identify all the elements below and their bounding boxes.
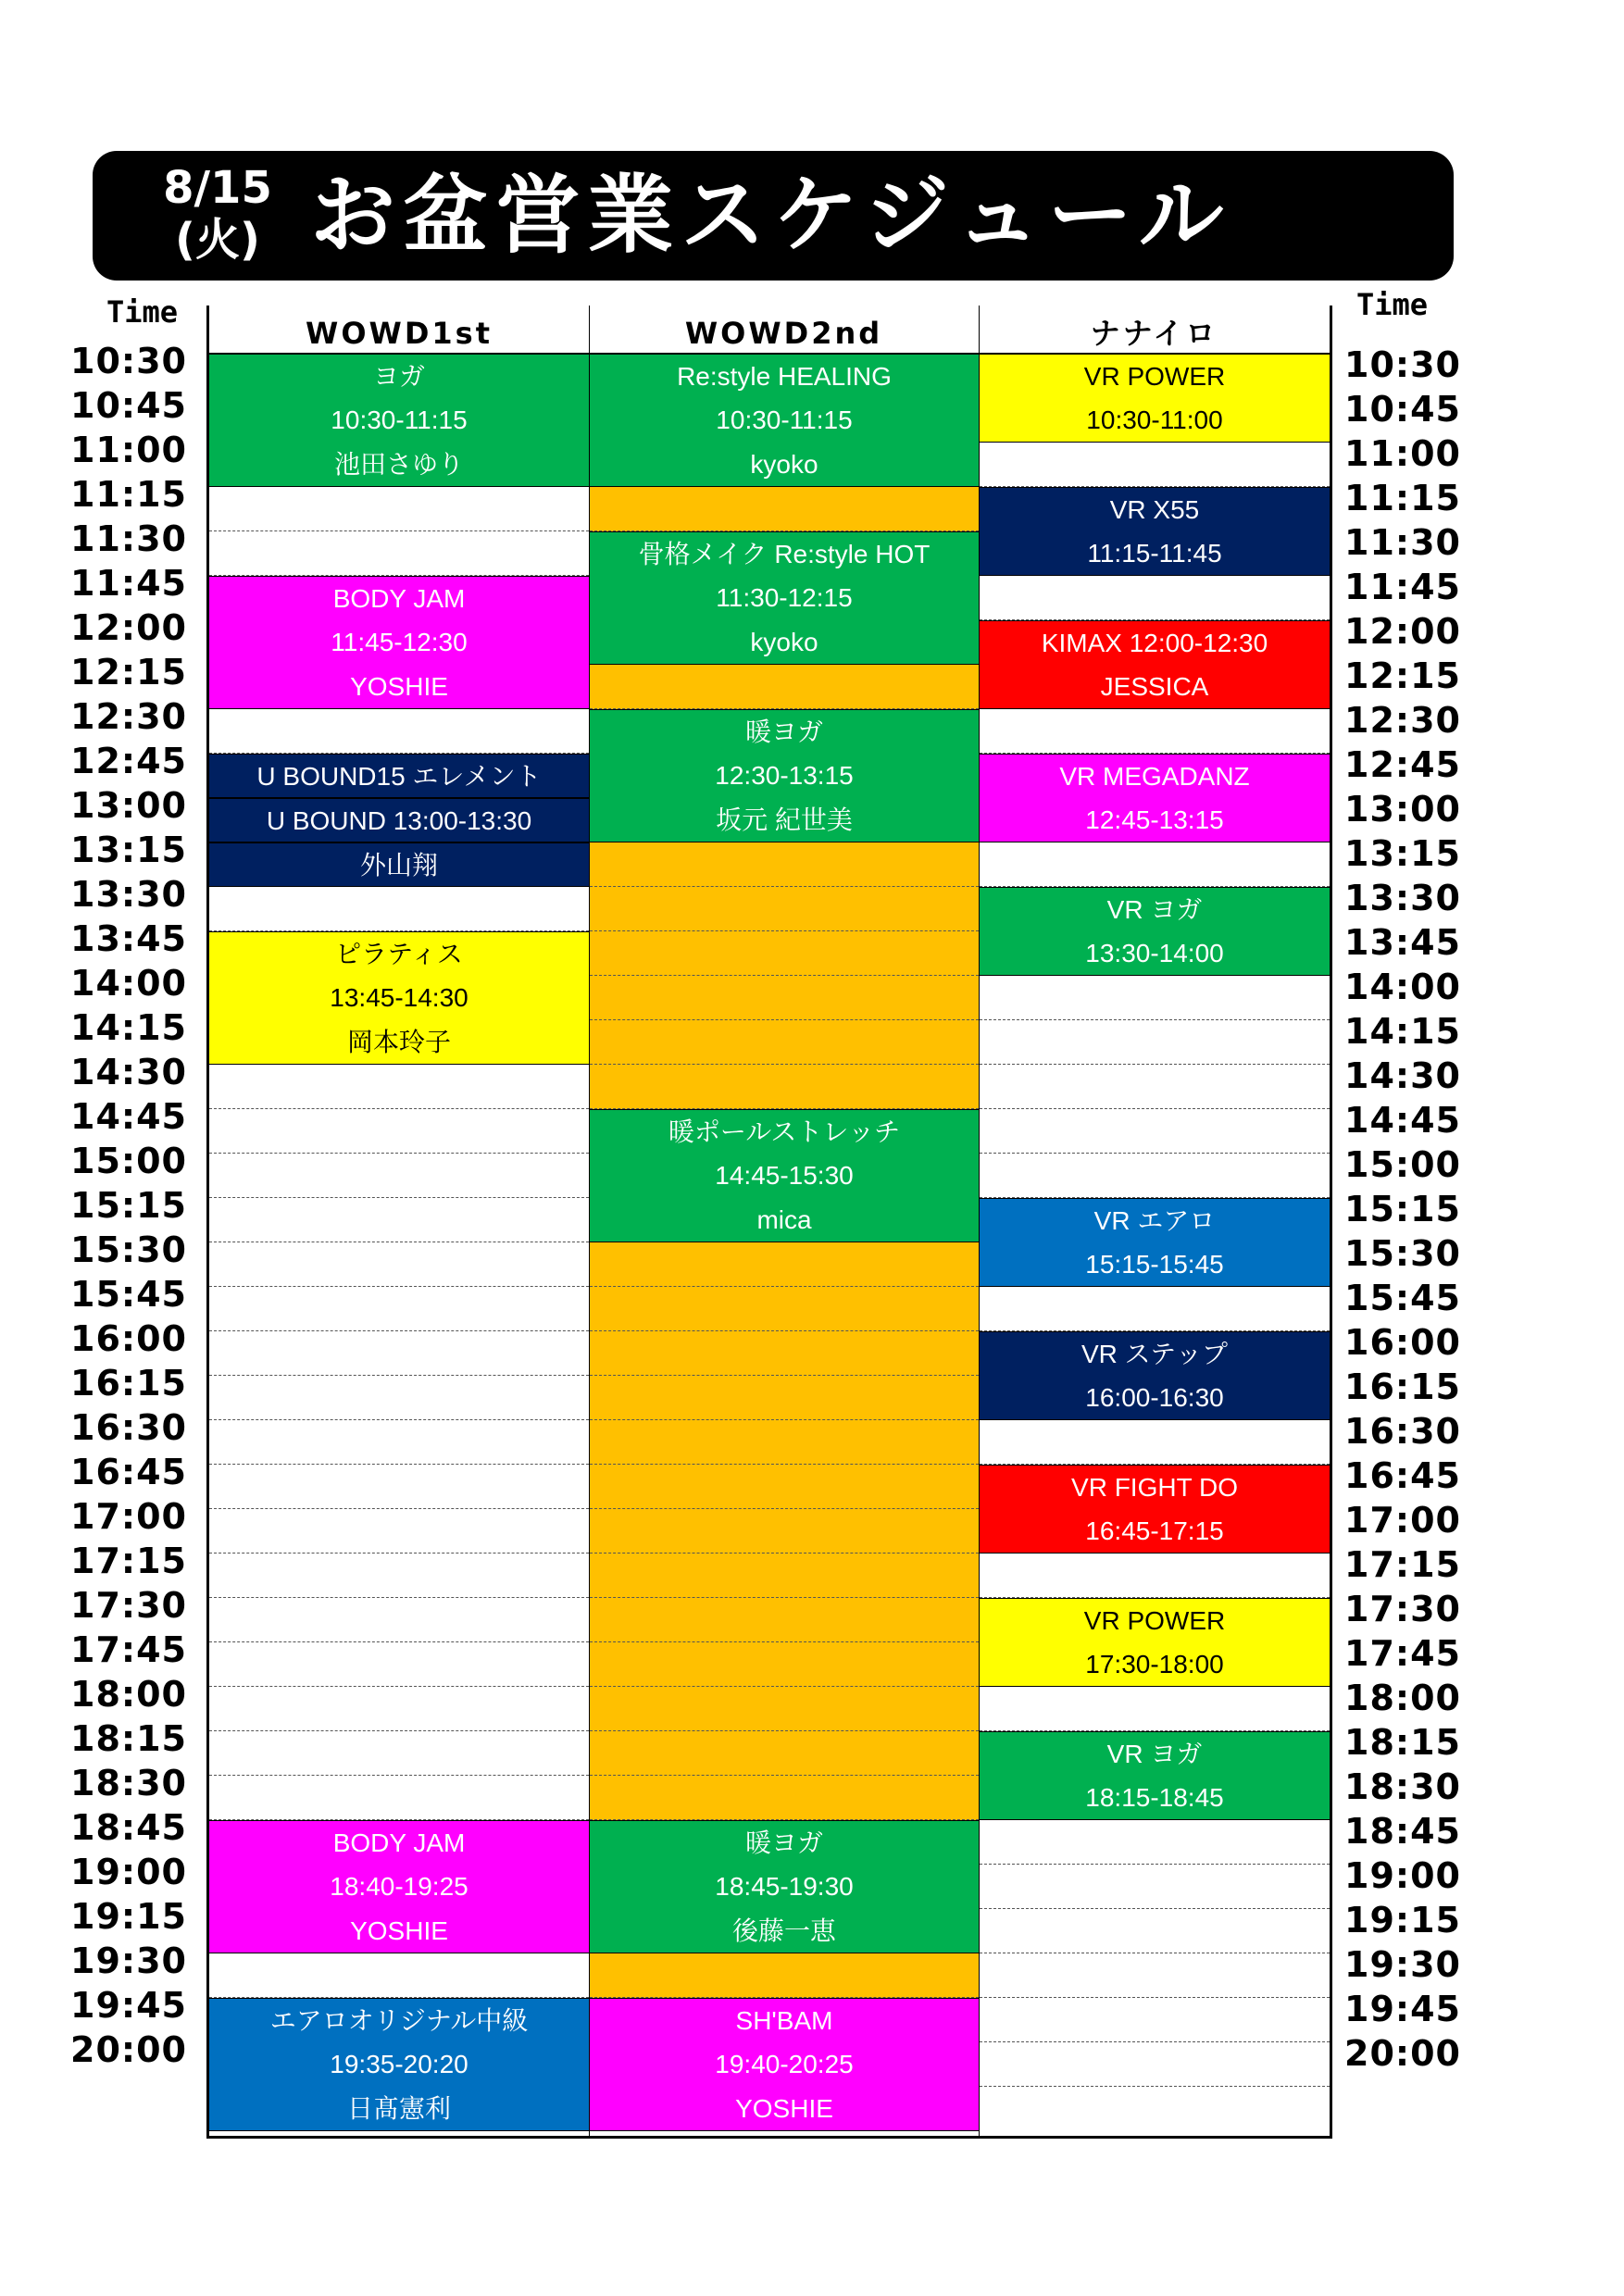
class-block-line: 暖ヨガ [744,1828,823,1857]
class-block[interactable] [209,842,589,887]
time-label-right: 19:00 [1344,1855,1461,1896]
time-label-right: 17:30 [1344,1589,1461,1629]
time-label-left: 16:45 [70,1452,187,1492]
class-block-line: kyoko [750,627,818,656]
time-slot [980,1109,1330,1154]
open-slot-fill [590,931,979,976]
time-label-right: 10:45 [1344,389,1461,430]
time-slot [209,1598,589,1642]
class-block-line: 13:30-14:00 [1085,939,1224,967]
class-block-line: VR ステップ [1081,1340,1229,1368]
schedule-grid [206,306,1332,2139]
time-slot [209,1154,589,1198]
time-label-right: 11:00 [1344,433,1461,474]
class-block-line: 16:00-16:30 [1085,1383,1224,1412]
time-label-left: 14:30 [70,1052,187,1092]
class-block-line: 18:15-18:45 [1085,1783,1224,1812]
time-header-right: Time [1356,287,1429,322]
time-label-left: 11:00 [70,430,187,470]
class-block-line: 後藤一恵 [731,1915,836,1945]
class-block-line: 19:35-20:20 [330,2050,468,2079]
time-label-right: 14:15 [1344,1011,1461,1052]
time-label-right: 17:15 [1344,1544,1461,1585]
column-header-wowd1st: WOWD1st [209,306,589,354]
time-slot [980,1687,1330,1731]
class-block-line: VR MEGADANZ [1059,762,1250,791]
time-label-left: 12:45 [70,741,187,781]
class-block[interactable] [980,620,1330,709]
open-slot-fill [590,1509,979,1554]
time-label-right: 12:30 [1344,700,1461,741]
class-block-line: Re:style HEALING [677,362,892,391]
time-label-left: 15:30 [70,1229,187,1270]
weekday-text: (火) [175,214,260,266]
time-label-left: 19:45 [70,1985,187,2026]
time-label-right: 12:00 [1344,611,1461,652]
column-header-wowd2nd: WOWD2nd [589,306,979,354]
time-slot [209,1065,589,1109]
class-block-line: エアロオリジナル中級 [269,2006,529,2035]
time-label-right: 15:00 [1344,1144,1461,1185]
page-title: お盆営業スケジュール [310,166,1231,265]
class-block-line: 18:40-19:25 [330,1872,468,1902]
time-label-right: 19:15 [1344,1900,1461,1940]
time-label-left: 14:45 [70,1096,187,1137]
time-label-left: 16:30 [70,1407,187,1448]
time-label-left: 17:30 [70,1585,187,1626]
class-block-line: mica [756,1204,812,1234]
class-block-line: VR POWER [1083,1606,1226,1635]
time-label-left: 18:30 [70,1763,187,1803]
time-label-right: 13:45 [1344,922,1461,963]
time-label-left: 16:00 [70,1318,187,1359]
time-slot [209,1420,589,1465]
time-label-right: 18:15 [1344,1722,1461,1763]
class-block[interactable] [980,354,1330,443]
class-block-line: 15:15-15:45 [1085,1250,1224,1279]
time-label-left: 13:45 [70,918,187,959]
class-block-line: BODY JAM [332,1828,466,1857]
class-block-line: VR ヨガ [1106,1740,1203,1768]
time-label-right: 11:30 [1344,522,1461,563]
open-slot-fill [590,1687,979,1731]
class-block[interactable] [980,487,1330,576]
time-label-left: 12:15 [70,652,187,693]
class-block-line: U BOUND 13:00-13:30 [266,806,532,835]
time-label-left: 13:00 [70,785,187,826]
time-label-right: 16:15 [1344,1366,1461,1407]
open-slot-fill [590,842,979,887]
time-label-left: 15:45 [70,1274,187,1315]
open-slot-fill [590,1598,979,1642]
time-label-right: 17:45 [1344,1633,1461,1674]
time-slot [209,1465,589,1509]
time-slot [209,1687,589,1731]
time-label-right: 19:30 [1344,1944,1461,1985]
class-block[interactable] [590,1109,979,1242]
open-slot-fill [590,1953,979,1998]
time-label-right: 12:45 [1344,744,1461,785]
open-slot-fill [590,1065,979,1109]
banner-date [125,162,310,266]
class-block-line: kyoko [750,449,818,479]
class-block-line: JESSICA [1100,672,1209,701]
column-header-nanairo: ナナイロ [979,306,1330,354]
time-label-left: 11:30 [70,518,187,559]
time-slot [980,842,1330,887]
time-label-left: 10:45 [70,385,187,426]
time-label-right: 19:45 [1344,1989,1461,2029]
class-block-line: 10:30-11:15 [331,406,468,435]
time-label-right: 18:45 [1344,1811,1461,1852]
class-block-line: 骨格メイク Re:style HOT [638,540,931,568]
class-block-line: 池田さゆり [333,449,464,479]
class-block-line: 12:30-13:15 [715,761,854,791]
time-label-left: 17:00 [70,1496,187,1537]
open-slot-fill [590,1554,979,1598]
class-block-line: 暖ポールストレッチ [668,1117,901,1146]
class-block[interactable] [980,754,1330,842]
class-block-line: 12:45-13:15 [1085,805,1224,834]
class-block-line: YOSHIE [735,2093,833,2123]
class-block[interactable] [980,887,1330,976]
time-label-left: 19:00 [70,1852,187,1892]
time-slot [209,1242,589,1287]
time-label-right: 14:30 [1344,1055,1461,1096]
time-slot [980,1820,1330,1865]
time-label-left: 14:15 [70,1007,187,1048]
class-block[interactable] [590,531,979,665]
time-label-right: 16:45 [1344,1455,1461,1496]
time-slot [980,1953,1330,1998]
time-header-left: Time [106,294,179,330]
class-block-line: 坂元 紀世美 [716,805,853,834]
time-slot [980,1998,1330,2042]
class-block[interactable] [209,754,589,798]
class-block[interactable] [590,354,979,487]
open-slot-fill [590,487,979,531]
class-block-line: 18:45-19:30 [715,1872,854,1902]
time-label-right: 14:45 [1344,1100,1461,1141]
time-slot [209,1554,589,1598]
time-label-left: 20:00 [70,2029,187,2070]
time-slot [209,1287,589,1331]
time-label-left: 14:00 [70,963,187,1004]
class-block[interactable] [980,1331,1330,1420]
time-label-left: 15:15 [70,1185,187,1226]
class-block-line: VR エアロ [1093,1206,1216,1235]
class-block-line: 13:45-14:30 [330,983,468,1013]
time-slot [209,1731,589,1776]
time-label-right: 13:15 [1344,833,1461,874]
time-slot [209,709,589,754]
time-slot [980,709,1330,754]
class-block-line: ピラティス [335,940,463,968]
time-label-right: 16:00 [1344,1322,1461,1363]
open-slot-fill [590,1287,979,1331]
class-block-line: VR POWER [1083,362,1226,391]
class-block-line: VR X55 [1109,495,1200,524]
time-label-right: 11:45 [1344,567,1461,607]
open-slot-fill [590,976,979,1020]
open-slot-fill [590,1420,979,1465]
class-block-line: YOSHIE [350,671,448,701]
time-label-right: 15:45 [1344,1278,1461,1318]
class-block[interactable] [980,1731,1330,1820]
class-block[interactable] [590,1820,979,1953]
time-label-right: 12:15 [1344,655,1461,696]
time-slot [980,2042,1330,2087]
class-block-line: 16:45-17:15 [1085,1516,1224,1545]
time-label-left: 12:30 [70,696,187,737]
class-block-line: VR FIGHT DO [1071,1473,1238,1502]
class-block[interactable] [980,1465,1330,1554]
class-block[interactable] [209,576,589,709]
time-slot [980,1287,1330,1331]
class-block-line: ヨガ [372,362,425,391]
time-label-left: 16:15 [70,1363,187,1404]
time-slot [980,1865,1330,1909]
title-banner [93,151,1454,281]
time-label-right: 15:15 [1344,1189,1461,1229]
time-slot [209,1109,589,1154]
class-block-line: 14:45-15:30 [715,1161,854,1191]
class-block-line: 10:30-11:15 [716,406,853,435]
class-block[interactable] [209,1820,589,1953]
time-label-left: 11:15 [70,474,187,515]
open-slot-fill [590,1020,979,1065]
time-label-left: 19:15 [70,1896,187,1937]
class-block[interactable] [980,1198,1330,1287]
time-slot [209,1331,589,1376]
time-label-left: 17:15 [70,1541,187,1581]
class-block-line: U BOUND15 エレメント [256,762,542,791]
time-label-right: 13:00 [1344,789,1461,830]
class-block[interactable] [209,931,589,1065]
open-slot-fill [590,665,979,709]
time-slot [209,1642,589,1687]
time-slot [209,487,589,531]
time-label-left: 18:00 [70,1674,187,1715]
class-block-line: 暖ヨガ [744,718,823,746]
time-label-right: 18:30 [1344,1766,1461,1807]
class-block-line: 11:45-12:30 [331,628,468,657]
open-slot-fill [590,1642,979,1687]
time-label-right: 15:30 [1344,1233,1461,1274]
time-label-left: 18:45 [70,1807,187,1848]
time-label-right: 17:00 [1344,1500,1461,1541]
time-slot [209,1776,589,1820]
class-block-line: 岡本玲子 [346,1027,451,1056]
class-block-line: 19:40-20:25 [715,2050,854,2079]
time-label-left: 13:30 [70,874,187,915]
time-slot [980,1554,1330,1598]
class-block-line: 17:30-18:00 [1085,1650,1224,1678]
time-label-left: 18:15 [70,1718,187,1759]
time-label-left: 10:30 [70,341,187,381]
time-label-left: 11:45 [70,563,187,604]
time-label-right: 14:00 [1344,967,1461,1007]
class-block-line: SH'BAM [735,2006,833,2035]
class-block-line: VR ヨガ [1106,895,1203,924]
time-slot [209,887,589,931]
open-slot-fill [590,1731,979,1776]
time-slot [209,1376,589,1420]
time-slot [209,1509,589,1554]
class-block-line: 外山翔 [359,851,438,880]
time-label-left: 12:00 [70,607,187,648]
open-slot-fill [590,1331,979,1376]
time-slot [209,531,589,576]
open-slot-fill [590,887,979,931]
time-label-right: 20:00 [1344,2033,1461,2074]
time-slot [980,1020,1330,1065]
class-block-line: 11:30-12:15 [716,583,853,613]
class-block-line: YOSHIE [350,1915,448,1945]
time-label-left: 13:15 [70,830,187,870]
open-slot-fill [590,1242,979,1287]
class-block[interactable] [590,709,979,842]
time-slot [980,1154,1330,1198]
time-slot [980,1420,1330,1465]
class-block-line: 10:30-11:00 [1086,406,1223,434]
time-label-right: 10:30 [1344,344,1461,385]
date-text: 8/15 [163,162,272,214]
class-block-line: 日髙憲利 [346,2093,451,2123]
class-block-line: BODY JAM [332,584,466,613]
open-slot-fill [590,1376,979,1420]
time-label-left: 17:45 [70,1629,187,1670]
time-slot [980,576,1330,620]
time-slot [980,976,1330,1020]
time-label-right: 18:00 [1344,1678,1461,1718]
time-label-left: 15:00 [70,1141,187,1181]
class-block[interactable] [209,354,589,487]
class-block[interactable] [209,798,589,842]
time-label-right: 16:30 [1344,1411,1461,1452]
time-slot [980,443,1330,487]
class-block[interactable] [980,1598,1330,1687]
time-slot [980,1065,1330,1109]
time-label-right: 13:30 [1344,878,1461,918]
time-label-right: 11:15 [1344,478,1461,518]
class-block[interactable] [209,1998,589,2131]
class-block-line: 11:15-11:45 [1087,539,1222,568]
class-block[interactable] [590,1998,979,2131]
time-slot [209,1953,589,1998]
open-slot-fill [590,1776,979,1820]
time-slot [980,1909,1330,1953]
time-slot [209,1198,589,1242]
class-block-line: KIMAX 12:00-12:30 [1041,629,1268,657]
open-slot-fill [590,1465,979,1509]
time-label-left: 19:30 [70,1940,187,1981]
